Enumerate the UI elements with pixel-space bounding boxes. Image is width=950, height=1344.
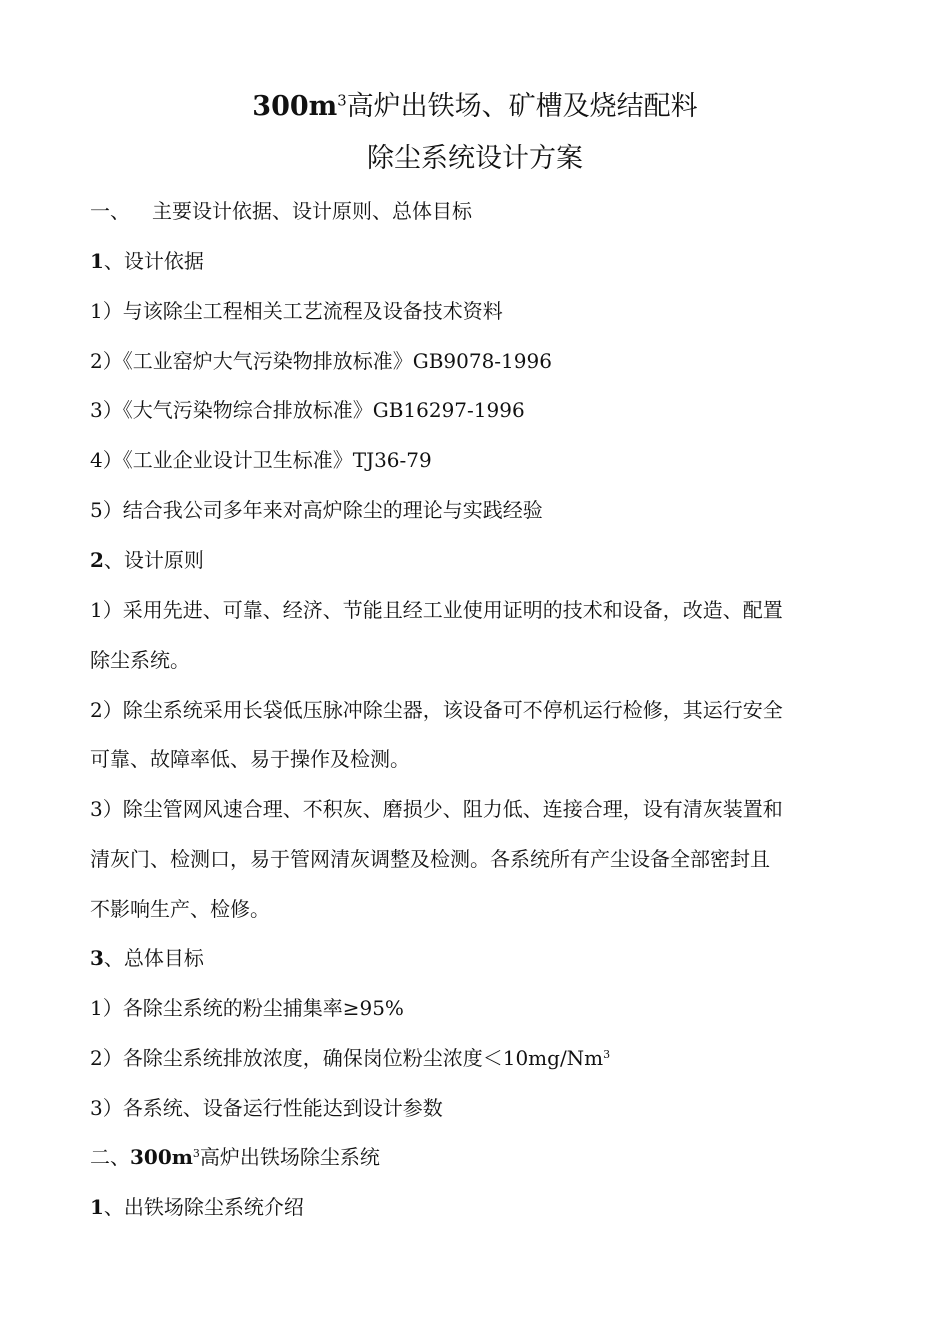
title-text: 高炉出铁场、矿槽及烧结配料 [346,91,698,122]
basis-item: 4）《工业企业设计卫生标准》TJ36-79 [90,448,432,472]
subheading-number: 2 [90,548,104,572]
subheading-overall-goals [90,944,865,972]
principle-line: 不影响生产、检修。 [90,897,270,921]
subheading-tapping-field-intro [90,1193,865,1221]
subheading-text: 、总体目标 [103,946,204,970]
section-1-number: 一、 [90,199,130,223]
subheading-text: 、出铁场除尘系统介绍 [103,1195,304,1219]
section-2-volume-number: 300m [130,1145,193,1169]
goal-item: 1）各除尘系统的粉尘捕集率≥95% [90,996,404,1020]
subheading-text: 、设计依据 [103,249,204,273]
section-2-superscript: 3 [192,1146,200,1160]
subheading-number: 3 [90,946,104,970]
section-1-title: 主要设计依据、设计原则、总体目标 [152,199,472,223]
basis-item: 3）《大气污染物综合排放标准》GB16297-1996 [90,398,525,422]
principle-line: 2）除尘系统采用长袋低压脉冲除尘器，该设备可不停机运行检修，其运行安全 [90,698,783,722]
subheading-number: 1 [90,1195,104,1219]
document-title-line-1 [0,90,950,124]
goal-text: 2）各除尘系统排放浓度，确保岗位粉尘浓度＜10mg/Nm [90,1046,604,1070]
section-2-number: 二、 [90,1145,130,1169]
subheading-number: 1 [90,249,104,273]
subheading-design-principles [90,546,865,574]
goal-superscript: 3 [603,1047,611,1061]
document-title-line-2: 除尘系统设计方案 [367,143,583,174]
section-1-heading [90,197,865,225]
principle-line: 3）除尘管网风速合理、不积灰、磨损少、阻力低、连接合理，设有清灰装置和 [90,797,783,821]
section-2-heading [90,1143,865,1171]
subheading-text: 、设计原则 [103,548,204,572]
principle-line: 除尘系统。 [90,648,190,672]
section-2-title: 高炉出铁场除尘系统 [199,1145,380,1169]
goal-item: 3）各系统、设备运行性能达到设计参数 [90,1096,443,1120]
basis-item: 5）结合我公司多年来对高炉除尘的理论与实践经验 [90,498,543,522]
goal-item [90,1044,865,1072]
basis-item: 1）与该除尘工程相关工艺流程及设备技术资料 [90,299,503,323]
basis-item: 2）《工业窑炉大气污染物排放标准》GB9078-1996 [90,349,552,373]
title-superscript: 3 [337,91,347,110]
principle-line: 可靠、故障率低、易于操作及检测。 [90,747,410,771]
title-volume-number: 300m [252,91,338,122]
subheading-design-basis [90,247,865,275]
principle-line: 清灰门、检测口，易于管网清灰调整及检测。各系统所有产尘设备全部密封且 [90,847,770,871]
principle-line: 1）采用先进、可靠、经济、节能且经工业使用证明的技术和设备，改造、配置 [90,598,783,622]
